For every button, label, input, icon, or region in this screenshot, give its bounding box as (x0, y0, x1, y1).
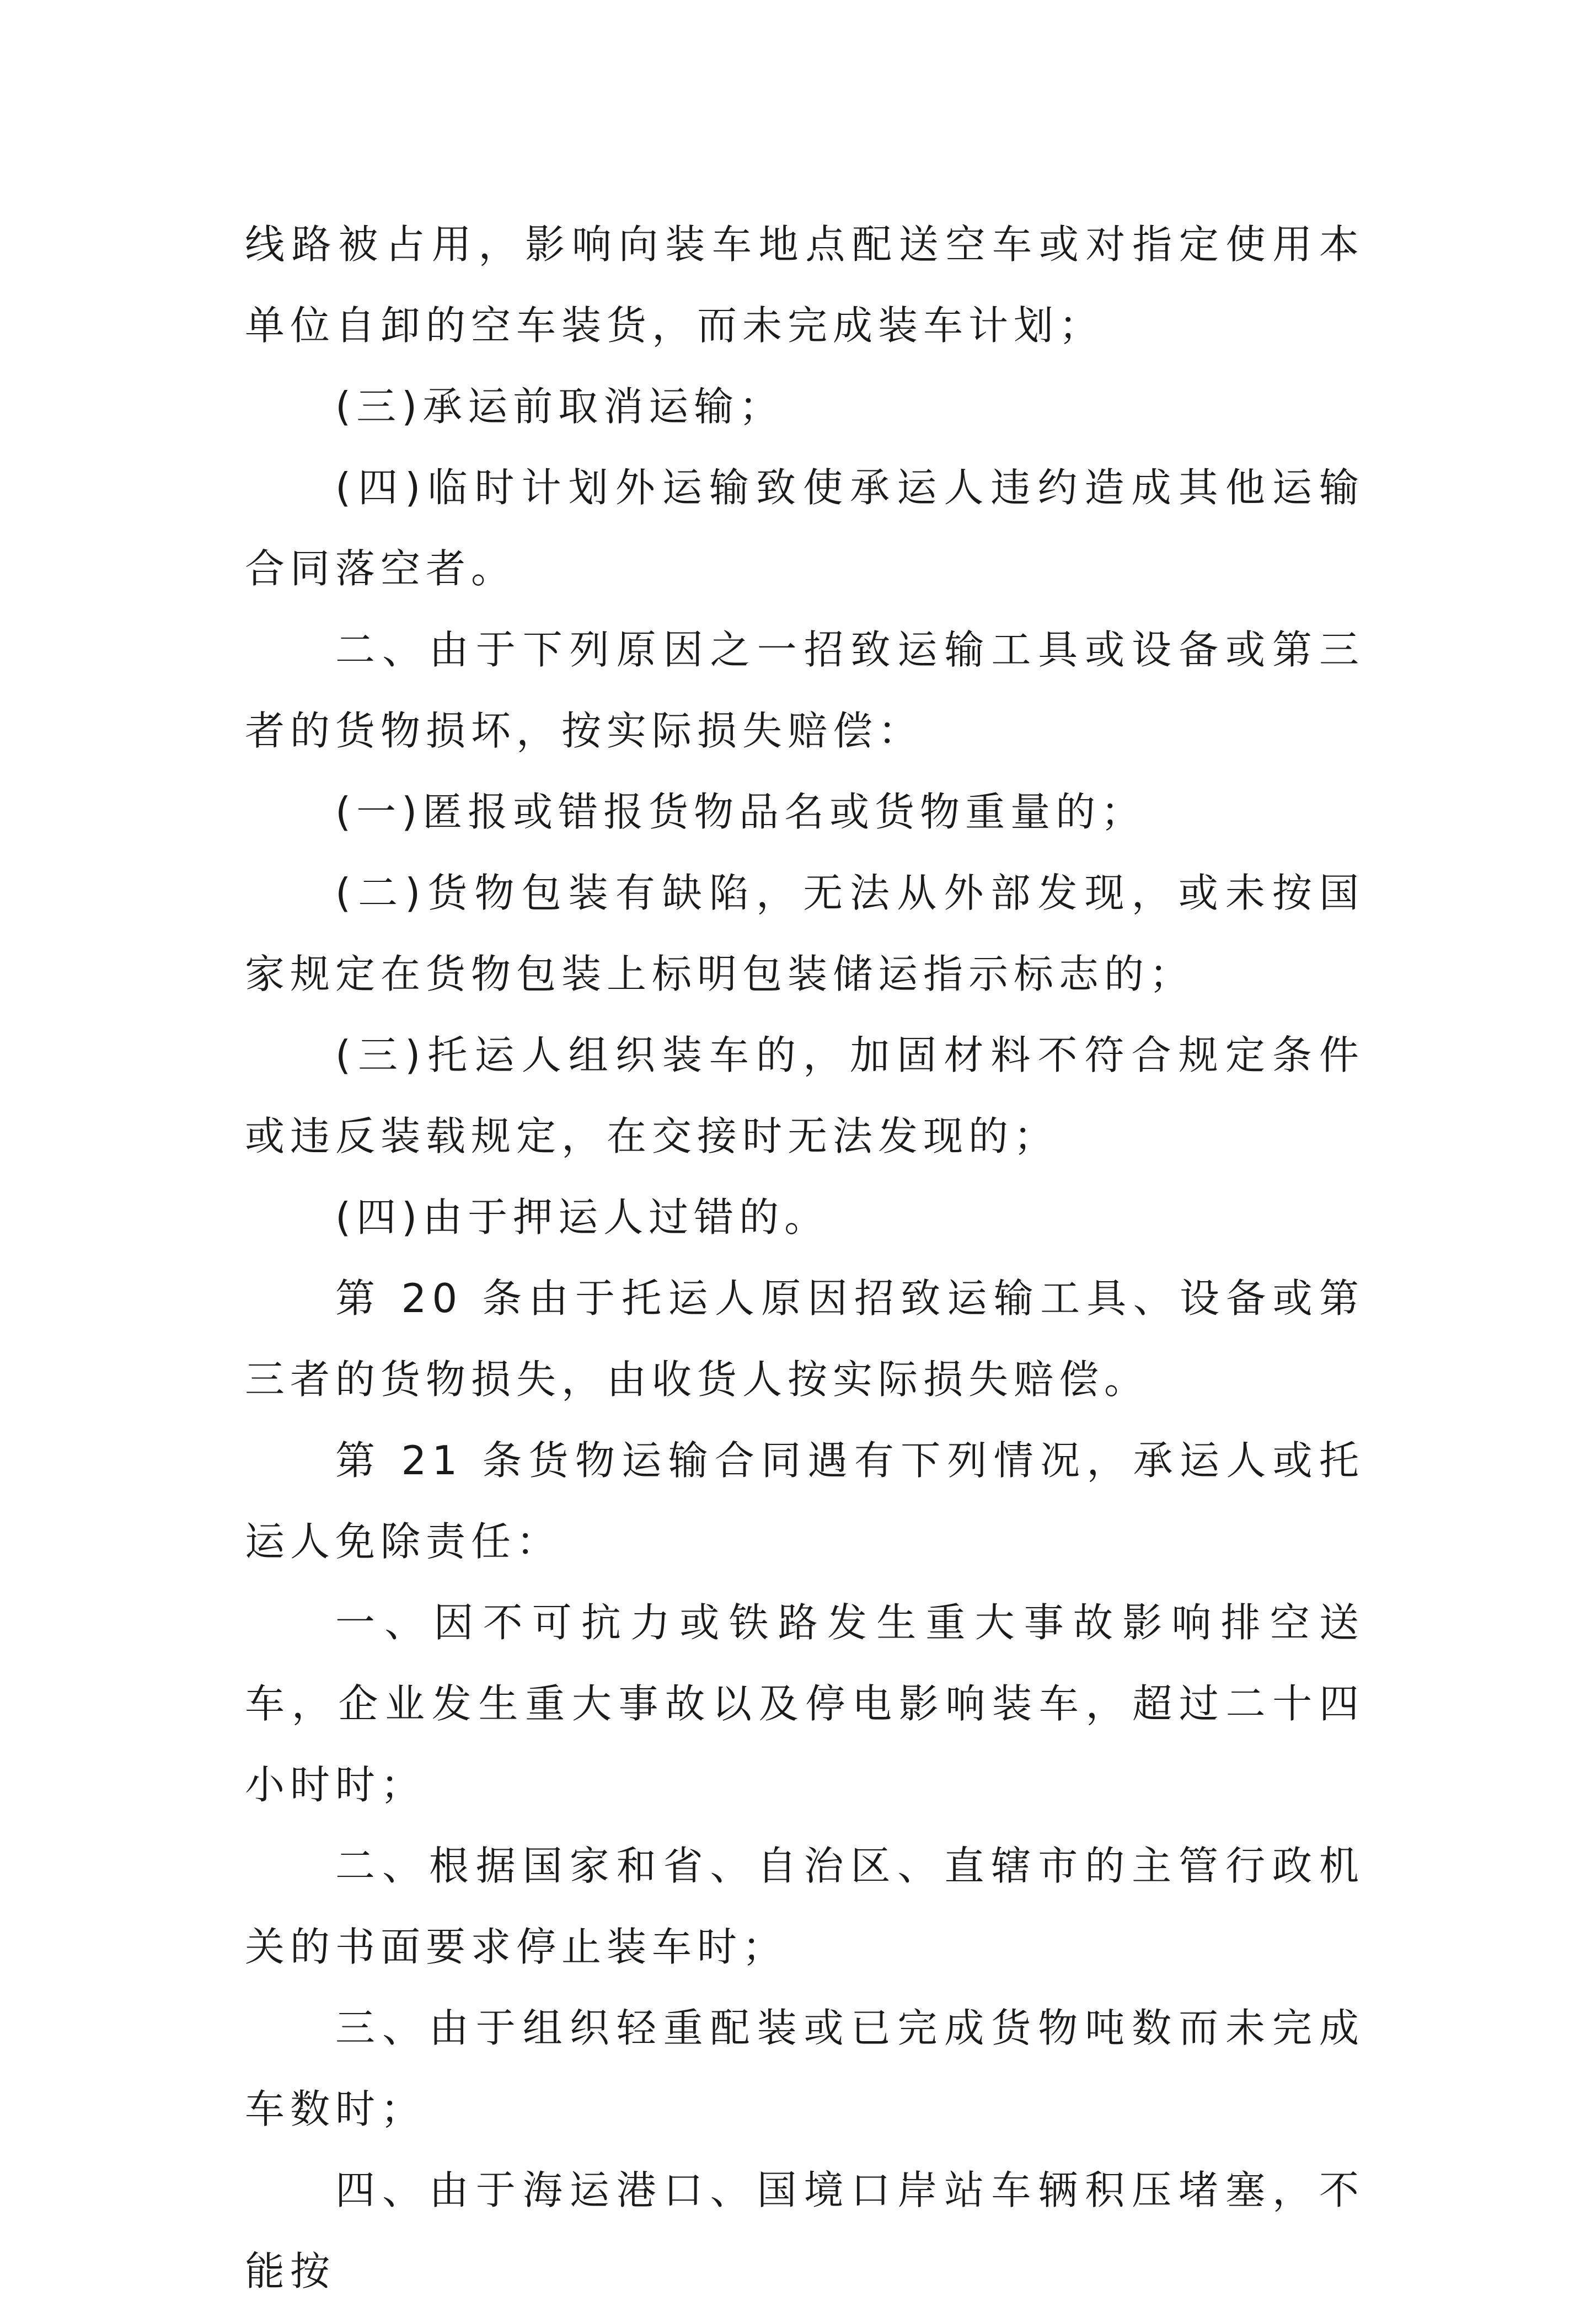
paragraph: 第 20 条由于托运人原因招致运输工具、设备或第三者的货物损失，由收货人按实际损失赔偿。 (245, 1275, 1364, 1403)
paragraph: (四)由于押运人过错的。 (335, 1194, 830, 1240)
paragraph: (三)托运人组织装车的，加固材料不符合规定条件或违反装载规定，在交接时无法发现的； (245, 1032, 1364, 1159)
paragraph: (二)货物包装有缺陷，无法从外部发现，或未按国家规定在货物包装上标明包装储运指示标志的； (245, 870, 1364, 997)
paragraph: 四、由于海运港口、国境口岸站车辆积压堵塞，不能按 (245, 2167, 1364, 2294)
paragraph: 二、根据国家和省、自治区、直辖市的主管行政机关的书面要求停止装车时； (245, 1843, 1364, 1970)
paragraph: 三、由于组织轻重配装或已完成货物吨数而未完成车数时； (245, 2005, 1364, 2132)
paragraph: (四)临时计划外运输致使承运人违约造成其他运输合同落空者。 (245, 464, 1364, 592)
paragraph: 第 21 条货物运输合同遇有下列情况，承运人或托运人免除责任： (245, 1437, 1364, 1565)
document-body (245, 204, 1364, 2312)
paragraph: (三)承运前取消运输； (335, 383, 785, 430)
paragraph: 二、由于下列原因之一招致运输工具或设备或第三者的货物损坏，按实际损失赔偿： (245, 627, 1364, 754)
paragraph: (一)匿报或错报货物品名或货物重量的； (335, 789, 1147, 835)
paragraph: 一、因不可抗力或铁路发生重大事故影响排空送车，企业发生重大事故以及停电影响装车，超过二十四小时时； (245, 1599, 1364, 1808)
paragraph: 线路被占用，影响向装车地点配送空车或对指定使用本单位自卸的空车装货，而未完成装车计划； (245, 221, 1364, 349)
